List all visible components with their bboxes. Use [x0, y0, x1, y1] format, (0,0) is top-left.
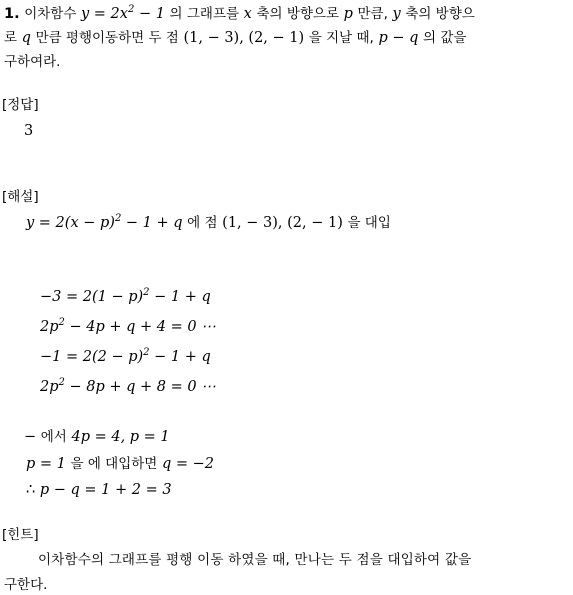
text: 을 지날 때,	[308, 30, 374, 46]
problem-line-3: 구하여라.	[4, 54, 61, 70]
hint-line-1: 이차함수의 그래프를 평행 이동 하였을 때, 만나는 두 점을 대입하여 값을	[38, 552, 472, 568]
therefore-symbol: ∴	[26, 482, 36, 498]
equation-4: $2p^2 - 8p + q + 8 = 0$ ⋯	[40, 377, 216, 395]
points: (1, − 3), (2, − 1)	[183, 30, 305, 46]
problem-number: 1.	[4, 6, 20, 22]
text: 축의 방향으	[405, 6, 475, 22]
equation: $y = 2(x - p)^2 - 1 + q$	[26, 213, 183, 231]
problem-line-1	[4, 5, 475, 23]
hint-label: [힌트]	[2, 527, 39, 543]
text: 을 에 대입하면	[70, 456, 158, 472]
text: 축의 방향으로	[256, 6, 339, 22]
equation-2: $2p^2 - 4p + q + 4 = 0$ ⋯	[40, 317, 216, 335]
var-q: q	[21, 30, 31, 46]
text: 에 점	[187, 215, 218, 231]
problem-line-2	[4, 29, 466, 47]
text: 의 그래프를	[169, 6, 240, 22]
solution-line-1	[26, 214, 391, 232]
solution-label: [해설]	[2, 189, 39, 205]
equation-1: $-3 = 2(1 - p)^2 - 1 + q$	[40, 287, 211, 305]
answer-label: [정답]	[2, 97, 39, 113]
hint-line-2: 구한다.	[4, 577, 48, 593]
equation: 4p = 4, p = 1	[71, 429, 170, 445]
text: 이차함수	[24, 6, 77, 22]
equation: p = 1	[26, 456, 66, 472]
text: 로	[4, 30, 18, 46]
equation-3: $-1 = 2(2 - p)^2 - 1 + q$	[40, 347, 211, 365]
text: 만큼 평행이동하면 두 점	[35, 30, 179, 46]
equation: p − q = 1 + 2 = 3	[39, 482, 172, 498]
text: 의 값을	[422, 30, 467, 46]
equation: q = −2	[161, 456, 214, 472]
text: 을 대입	[347, 215, 391, 231]
solution-step-3	[26, 481, 172, 499]
text: 만큼,	[357, 6, 388, 22]
var-x: x	[243, 6, 252, 22]
equation: $y = 2x^2 - 1$	[81, 4, 165, 22]
var-y: y	[392, 6, 401, 22]
solution-step-2	[26, 455, 214, 473]
solution-step-1	[24, 428, 170, 446]
var-p: p	[343, 6, 353, 22]
dash: −	[24, 429, 37, 445]
text: 에서	[40, 429, 67, 445]
answer-value: 3	[24, 123, 34, 139]
points: (1, − 3), (2, − 1)	[222, 215, 343, 231]
expr-p-minus-q: p − q	[378, 30, 419, 46]
